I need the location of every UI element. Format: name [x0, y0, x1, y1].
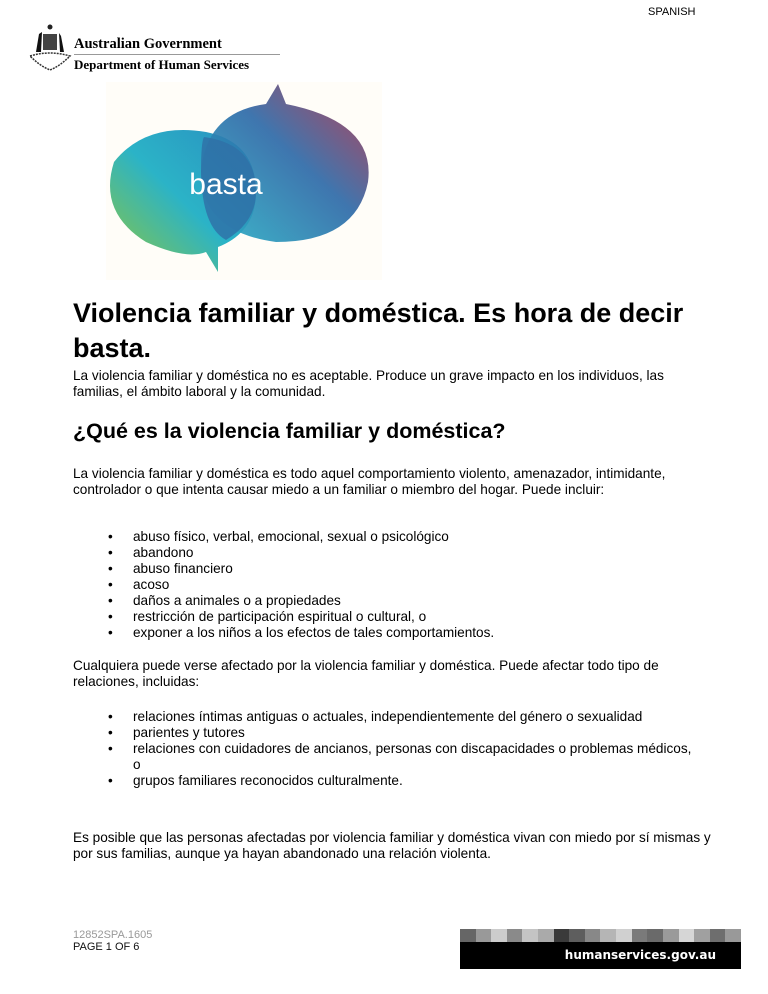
page-title: Violencia familiar y doméstica. Es hora de decir basta.: [73, 298, 684, 363]
website-banner: [460, 929, 741, 969]
department-name: Department of Human Services: [74, 57, 250, 72]
coat-of-arms-icon: [26, 22, 74, 74]
list-item: • daños a animales o a propiedades: [108, 593, 341, 608]
website-link[interactable]: humanservices.gov.au: [460, 942, 741, 969]
logo-word: basta: [189, 168, 263, 201]
document-code: 12852SPA.1605: [73, 929, 153, 941]
list-item: • restricción de participación espiritual o cultural, o: [108, 609, 427, 624]
list-item: • grupos familiares reconocidos culturalmente.: [108, 773, 403, 788]
list-item: • relaciones íntimas antiguas o actuales, independientemente del género o sexualidad: [108, 709, 643, 724]
section-heading: ¿Qué es la violencia familiar y doméstica?: [73, 419, 506, 443]
divider: [74, 54, 280, 55]
page-number: PAGE 1 OF 6: [73, 941, 140, 953]
list-item: • abuso físico, verbal, emocional, sexual o psicológico: [108, 529, 449, 544]
language-label: SPANISH: [648, 6, 696, 18]
list-item: • relaciones con cuidadores de ancianos, personas con discapacidades o problemas médicos, o: [108, 741, 692, 772]
list-item: • abandono: [108, 545, 194, 560]
affected-paragraph: Cualquiera puede verse afectado por la violencia familiar y doméstica. Puede afectar todo tipo de relaciones, incluidas:: [73, 658, 659, 689]
list-item: • exponer a los niños a los efectos de tales comportamientos.: [108, 625, 495, 640]
list-item: • parientes y tutores: [108, 725, 245, 740]
relationships-list: [73, 709, 713, 789]
forms-of-violence-list: [73, 529, 713, 641]
intro-paragraph: La violencia familiar y doméstica no es aceptable. Produce un grave impacto en los individuos, las familias, el ámbito laboral y la comunidad.: [73, 368, 664, 399]
basta-logo: [106, 82, 382, 280]
closing-paragraph: Es posible que las personas afectadas por violencia familiar y doméstica vivan con miedo por sí mismas y por sus familias, aunque ya hayan abandonado una relación violenta.: [73, 830, 711, 861]
definition-paragraph: La violencia familiar y doméstica es todo aquel comportamiento violento, amenazador, intimidante, controlador o que intenta causar miedo a un familiar o miembro del hogar. Puede incluir:: [73, 466, 666, 497]
list-item: • abuso financiero: [108, 561, 233, 576]
government-name: Australian Government: [74, 36, 222, 52]
list-item: • acoso: [108, 577, 170, 592]
pixel-pattern: [460, 929, 741, 942]
